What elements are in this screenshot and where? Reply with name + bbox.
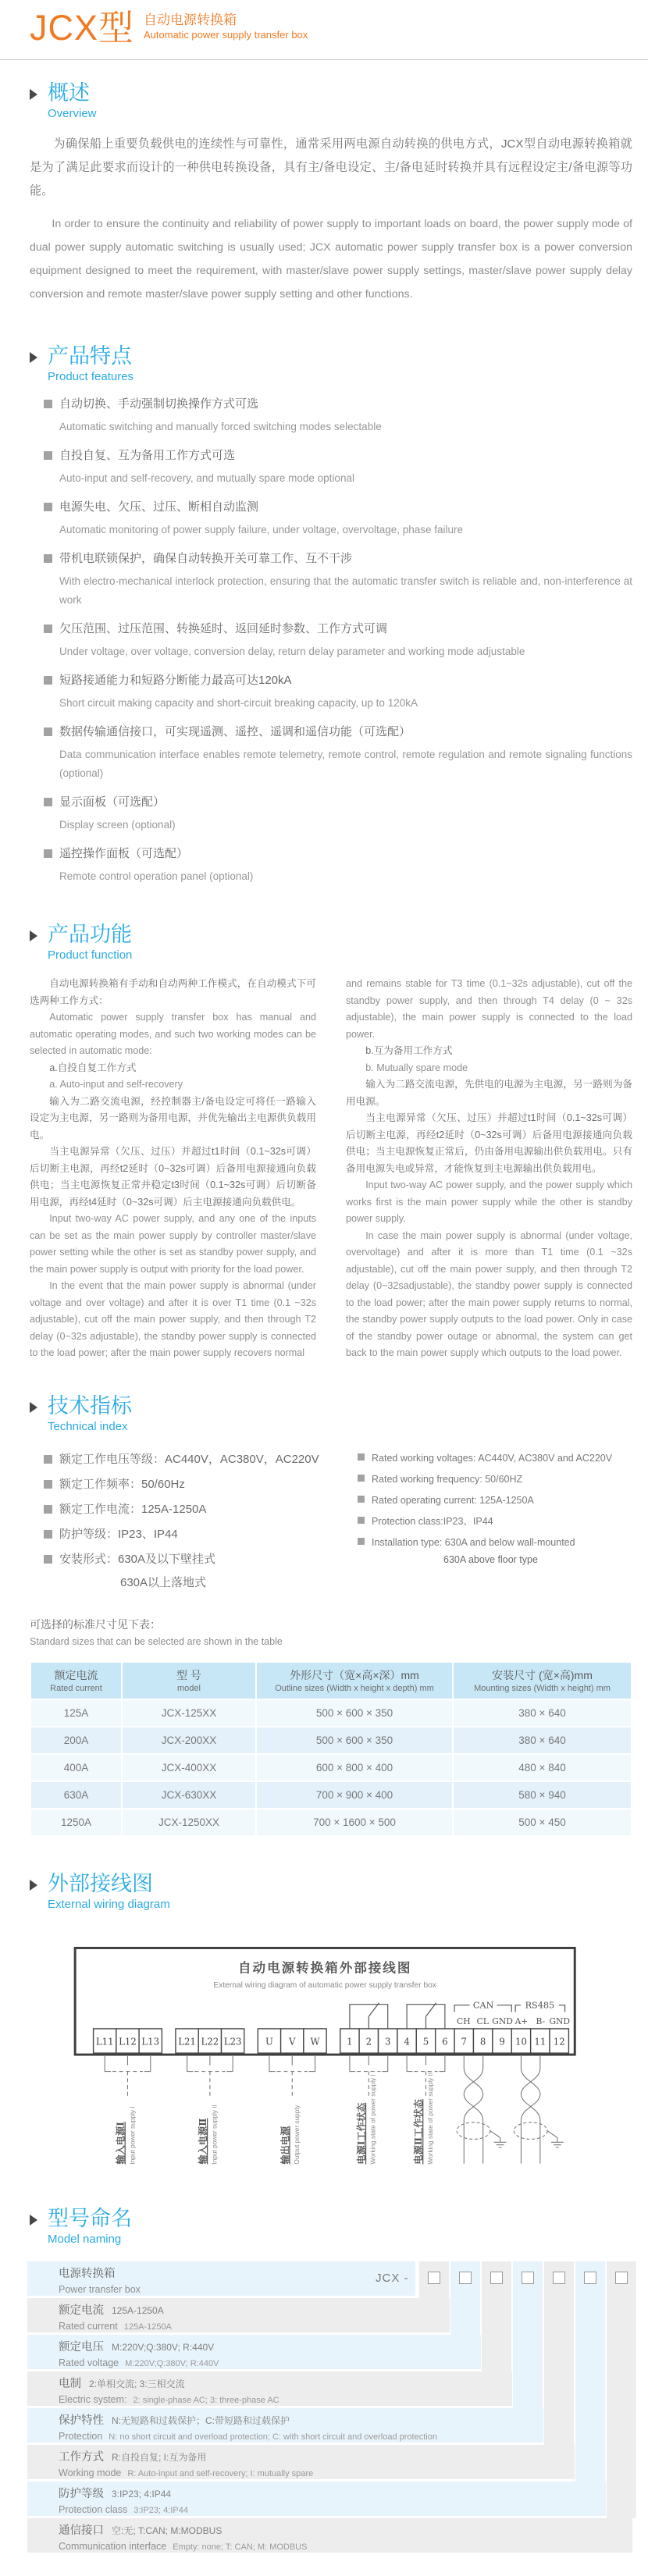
feature-en: Auto-input and self-recovery, and mutually spare mode optional	[59, 472, 354, 484]
tech-item	[44, 1451, 358, 1468]
function-right-column	[346, 976, 632, 1362]
row-desc-cn: 空:无; T:CAN; M:MODBUS	[112, 2524, 223, 2536]
row-label-cn: 电源转换箱	[59, 2267, 116, 2280]
tech-item	[358, 1535, 632, 1550]
cell: 600 × 800 × 400	[257, 1755, 452, 1781]
group-brackets	[105, 2056, 445, 2096]
feature-en: Under voltage, over voltage, conversion delay, return delay parameter and working mode adjustable	[59, 646, 525, 657]
terminal-label: 8	[479, 2035, 486, 2047]
bullet-square-icon	[44, 1505, 52, 1514]
section-arrow-icon	[30, 930, 37, 941]
function-paragraph: Automatic power supply transfer box has manual and automatic operating modes, and such two working modes can be selected in automatic mode:	[30, 1012, 316, 1056]
tech-text: Rated working voltages: AC440V, AC380V and AC220V	[372, 1452, 613, 1464]
row-label-cn: 工作方式	[59, 2450, 104, 2464]
wiring-diagram	[72, 1931, 590, 2183]
row-label-en: Protection	[59, 2430, 103, 2442]
row-desc-en: M:220V;Q:380V; R:440V	[125, 2358, 219, 2368]
feature-item	[44, 845, 632, 863]
feature-item	[44, 672, 632, 689]
product-title-cn: 自动电源转换箱	[144, 12, 237, 27]
section-arrow-icon	[30, 352, 37, 363]
tech-item	[358, 1514, 632, 1528]
heading-cn: 产品特点	[48, 344, 132, 368]
bullet-square-icon	[44, 624, 52, 633]
row-desc-en: 125A-1250A	[123, 2322, 172, 2332]
cell: 200A	[31, 1727, 121, 1753]
heading-en: Product function	[48, 948, 133, 962]
cell: 380 × 640	[454, 1727, 631, 1753]
feature-cn: 数据传输通信接口，可实现遥测、遥控、遥调和遥信功能（可选配）	[59, 725, 411, 738]
cell: 1250A	[31, 1809, 121, 1835]
section-arrow-icon	[30, 2215, 37, 2226]
twisted-pair-can-icon	[457, 2055, 506, 2164]
model-row	[27, 2335, 481, 2369]
model-row	[27, 2298, 450, 2332]
pin-label: GND	[549, 2016, 571, 2026]
model-naming-diagram	[27, 2261, 632, 2555]
heading-en: External wiring diagram	[48, 1897, 170, 1911]
bullet-square-icon	[358, 1496, 365, 1503]
feature-item	[44, 794, 632, 811]
function-paragraph: Input two-way AC power supply, and any one of the inputs can be set as the main power supply by controller master/slave power setting while the other is set as standby power supply, and the main power supply is output with priority for the load power.	[30, 1213, 316, 1275]
bullet-square-icon	[358, 1475, 365, 1482]
cell: JCX-200XX	[123, 1727, 255, 1753]
bullet-square-icon	[44, 1555, 52, 1564]
feature-item	[44, 396, 632, 413]
tech-text: Installation type: 630A and below wall-mounted	[372, 1536, 575, 1548]
tech-item	[44, 1501, 358, 1517]
code-box-icon	[615, 2272, 628, 2284]
section-overview-heading	[30, 80, 632, 122]
terminal-label: 12	[553, 2035, 565, 2047]
feature-en: Display screen (optional)	[59, 819, 176, 831]
tech-item	[358, 1493, 632, 1507]
function-paragraph: 输入为二路交流电源，先供电的电源为主电源，另一路则为备用电源。	[346, 1079, 632, 1107]
function-paragraph: and remains stable for T3 time (0.1~32s adjustable), cut off the standby power supply, and then through T4 delay (0 ~ 32s adjustable), the main power supply is connected to the load power.	[346, 978, 632, 1040]
col-header-outline-sizes	[257, 1663, 452, 1699]
group-label-cn: 电源Ⅱ工作状态	[413, 2098, 425, 2165]
section-technical-heading	[30, 1393, 632, 1435]
overview-paragraph-en: In order to ensure the continuity and reliability of power supply to important loads on board, the power supply mode of dual power supply automatic switching is usually used; JCX automatic power supply transfer box is a power conversion equipment designed to meet the requirement, with master/slave power supply settings, master/slave power supply delay conversion and remote master/slave power supply setting and other functions.	[30, 218, 632, 301]
row-label-en: Rated voltage	[59, 2357, 119, 2368]
model-row	[27, 2371, 512, 2406]
section-features-heading	[30, 343, 632, 385]
group-label-en: Input power supply II	[210, 2104, 219, 2165]
table-row	[31, 1755, 631, 1781]
code-box-icon	[428, 2272, 440, 2284]
header-en: Outline sizes (Width x height x depth) mm	[275, 1683, 434, 1693]
tech-text-continued: 630A above floor type	[443, 1553, 538, 1565]
terminal-label: L12	[119, 2035, 137, 2047]
code-column-stripe	[575, 2261, 605, 2482]
function-paragraph: a. Auto-input and self-recovery	[49, 1079, 183, 1090]
header-divider	[0, 59, 648, 60]
function-paragraph: 当主电源异常（欠压、过压）并超过t1时间（0.1~32s可调）后切断主电源，再经t2延时（0~32s可调）后备用电源接通向负载供电；当主电源恢复正常后，仍由备用电源输出供负载用电。只有备用电源失电或异常，才能恢复到主电源输出供负载用电。	[346, 1112, 632, 1174]
terminal-label: 2	[365, 2035, 372, 2047]
cell: JCX-630XX	[123, 1782, 255, 1808]
code-box-icon	[584, 2272, 596, 2284]
table-row	[31, 1782, 631, 1808]
row-label-en: Communication interface	[59, 2540, 167, 2552]
feature-cn: 自动切换、手动强制切换操作方式可选	[59, 397, 259, 411]
heading-en: Model naming	[48, 2232, 122, 2246]
tech-text: 安装形式：630A及以下壁挂式	[59, 1552, 216, 1566]
model-row	[27, 2408, 543, 2443]
tech-text: Rated operating current: 125A-1250A	[372, 1494, 534, 1506]
pin-label: A+	[514, 2016, 529, 2026]
function-paragraph: b.互为备用工作方式	[365, 1045, 453, 1056]
cell: 700 × 900 × 400	[257, 1782, 452, 1808]
function-paragraph: In the event that the main power supply is abnormal (under voltage and over voltage) and after it is over T1 time (0.1 ~32s adjustable), cut off the main power supply, and then through T2 delay (0~32s adjustable), the standby power supply is connected to the load power; after the main power supply recovers normal	[30, 1280, 316, 1358]
tech-text: 额定工作频率：50/60Hz	[59, 1477, 185, 1491]
heading-cn: 外部接线图	[48, 1871, 153, 1895]
terminal-label: L23	[223, 2035, 242, 2047]
row-label-en: Working mode	[59, 2467, 122, 2478]
feature-item	[44, 621, 632, 638]
wiring-title-en: External wiring diagram of automatic power supply transfer box	[213, 1980, 436, 1990]
cell: JCX-125XX	[123, 1700, 255, 1726]
group-labels	[115, 2072, 434, 2165]
code-box-icon	[490, 2272, 503, 2284]
terminal-label: L11	[95, 2035, 114, 2047]
header-cn: 外形尺寸（宽×高×深）mm	[290, 1668, 419, 1681]
twisted-pair-rs485-icon	[514, 2055, 563, 2164]
tech-text: 额定工作电压等级：AC440V，AC380V，AC220V	[59, 1452, 319, 1466]
code-column-stripe	[544, 2261, 574, 2445]
features-list	[30, 396, 632, 886]
group-label-en: Working state of power supply II	[425, 2072, 434, 2165]
tech-item	[358, 1472, 632, 1486]
header-cn: 安装尺寸 (宽×高)mm	[492, 1668, 593, 1681]
header-en: model	[177, 1683, 201, 1693]
terminal-label: 11	[534, 2035, 547, 2047]
cell: 700 × 1600 × 500	[257, 1809, 452, 1835]
col-header-rated-current	[31, 1663, 121, 1699]
section-function-heading	[30, 922, 632, 963]
feature-cn: 自投自复、互为备用工作方式可选	[59, 449, 236, 462]
bullet-square-icon	[44, 849, 52, 858]
bullet-square-icon	[44, 728, 52, 736]
bullet-square-icon	[44, 400, 52, 408]
group-label-en: Output power supply	[293, 2105, 301, 2165]
bullet-square-icon	[358, 1453, 365, 1461]
table-row	[31, 1727, 631, 1753]
terminal-label: 4	[404, 2035, 410, 2047]
function-paragraph: Input two-way AC power supply, and the power supply which works first is the main power supply while the other is standby power supply.	[346, 1179, 632, 1224]
row-label-en: Electric system:	[59, 2393, 127, 2405]
code-box-icon	[522, 2272, 534, 2284]
cell: JCX-400XX	[123, 1755, 255, 1781]
pin-label: B-	[536, 2016, 546, 2026]
row-label-cn: 通信接口	[59, 2524, 104, 2537]
bullet-square-icon	[358, 1517, 365, 1524]
header-en: Rated current	[50, 1683, 102, 1693]
cell: 500 × 600 × 350	[257, 1700, 452, 1726]
function-paragraph: b. Mutually spare mode	[365, 1062, 468, 1073]
row-desc-en: Empty: none; T: CAN; M: MODBUS	[173, 2542, 308, 2552]
model-prefix: JCX -	[376, 2271, 409, 2285]
terminal-label: V	[289, 2035, 296, 2047]
tech-text: Rated working frequency: 50/60HZ	[372, 1473, 523, 1485]
code-box-icon	[553, 2272, 565, 2284]
feature-cn: 短路接通能力和短路分断能力最高可达120kA	[59, 674, 292, 687]
row-desc-en: 3:IP23; 4:IP44	[134, 2505, 188, 2515]
wiring-title-cn: 自动电源转换箱外部接线图	[238, 1959, 412, 1976]
cell: 500 × 600 × 350	[257, 1727, 452, 1753]
heading-cn: 概述	[48, 81, 90, 105]
function-paragraph: a.自投自复工作方式	[49, 1062, 137, 1073]
feature-cn: 遥控操作面板（可选配）	[59, 847, 189, 860]
model-row	[27, 2261, 415, 2296]
bullet-square-icon	[44, 1455, 52, 1464]
feature-cn: 带机电联锁保护，确保自动转换开关可靠工作、互不干涉	[59, 552, 353, 565]
model-row	[27, 2482, 606, 2516]
row-desc-cn: N:无短路和过载保护；C:带短路和过载保护	[112, 2414, 290, 2426]
feature-en: Automatic monitoring of power supply failure, under voltage, overvoltage, phase failure	[59, 524, 464, 535]
heading-en: Technical index	[48, 1419, 128, 1433]
group-label-cn: 输入电源Ⅰ	[115, 2121, 126, 2165]
feature-cn: 欠压范围、过压范围、转换延时、返回延时参数、工作方式可调	[59, 622, 388, 635]
section-arrow-icon	[30, 1402, 37, 1413]
row-label-cn: 保护特性	[59, 2414, 104, 2427]
heading-cn: 产品功能	[48, 923, 132, 946]
header-cn: 额定电流	[54, 1668, 98, 1681]
cell: 400A	[31, 1755, 121, 1781]
header-en: Mounting sizes (Width x height) mm	[474, 1683, 611, 1693]
cell: JCX-1250XX	[123, 1809, 255, 1835]
row-desc-cn: 3:IP23; 4:IP44	[112, 2488, 172, 2500]
terminal-label: W	[310, 2035, 320, 2047]
table-row	[31, 1700, 631, 1726]
cell: 500 × 450	[454, 1809, 631, 1835]
terminal-label: 5	[422, 2035, 429, 2047]
pin-label: CH	[457, 2016, 471, 2026]
header-cn: 型 号	[176, 1668, 201, 1681]
overview-paragraph-cn: 为确保船上重要负载供电的连续性与可靠性，通常采用两电源自动转换的供电方式，JCX型自动电源转换箱就是为了满足此要求而设计的一种供电转换设备，具有主/备电设定、主/备电延时转换并具有远程设定主/备电源等功能。	[30, 137, 632, 197]
rs485-bus-label: RS485	[525, 2000, 555, 2011]
tech-text: 防护等级：IP23、IP44	[59, 1527, 178, 1541]
terminal-label: 3	[384, 2035, 391, 2047]
heading-cn: 型号命名	[48, 2206, 132, 2230]
function-columns	[30, 976, 632, 1362]
group-label-cn: 输入电源Ⅱ	[197, 2118, 208, 2165]
feature-item	[44, 724, 632, 741]
tech-item	[358, 1451, 632, 1465]
product-title-en: Automatic power supply transfer box	[144, 29, 308, 41]
pin-label: GND	[492, 2016, 513, 2026]
feature-en: Data communication interface enables remote telemetry, remote control, remote regulation and remote signaling functions (optional)	[59, 749, 632, 779]
feature-cn: 电源失电、欠压、过压、断相自动监测	[59, 500, 259, 514]
function-paragraph: 当主电源异常（欠压、过压）并超过t1时间（0.1~32s可调）后切断主电源，再经t2延时（0~32s可调）后备用电源接通向负载供电；当主电源恢复正常并稳定t3时间（0.1~32s可调）后切断备用电源，再经t4延时（0~32s可调）后主电源接通向负载供电。	[30, 1146, 316, 1208]
row-desc-cn: 2:单相交流; 3:三相交流	[89, 2378, 185, 2389]
feature-item	[44, 447, 632, 464]
terminal-label: L21	[178, 2035, 196, 2047]
table-header-row	[31, 1663, 631, 1699]
bullet-square-icon	[44, 451, 52, 460]
row-label-cn: 额定电流	[59, 2304, 104, 2317]
terminal-label: L22	[201, 2035, 219, 2047]
section-wiring-heading	[30, 1871, 632, 1912]
terminal-label: 10	[515, 2035, 527, 2047]
technical-cn-list	[30, 1443, 358, 1590]
cell: 380 × 640	[454, 1700, 631, 1726]
col-header-model	[123, 1663, 255, 1699]
row-label-cn: 电制	[59, 2377, 81, 2390]
cell: 630A	[31, 1782, 121, 1808]
tech-text-continued: 630A以上落地式	[120, 1575, 207, 1589]
table-note-cn: 可选择的标准尺寸见下表：	[30, 1617, 161, 1631]
section-model-naming-heading	[30, 2206, 632, 2247]
bullet-square-icon	[44, 1480, 52, 1489]
row-label-en: Rated current	[59, 2320, 118, 2332]
cell: 580 × 940	[454, 1782, 631, 1808]
bullet-square-icon	[358, 1538, 365, 1545]
standard-sizes-table	[30, 1661, 632, 1837]
product-subtitle	[144, 9, 308, 41]
terminal-label: 1	[347, 2035, 353, 2047]
row-desc-en: 2: single-phase AC; 3: three-phase AC	[133, 2395, 279, 2405]
tech-text: 额定工作电流：125A-1250A	[59, 1502, 207, 1516]
group-label-en: Input power supply I	[128, 2105, 137, 2165]
feature-en: Short circuit making capacity and short-circuit breaking capacity, up to 120kA	[59, 697, 418, 709]
row-label-cn: 额定电压	[59, 2340, 104, 2354]
function-paragraph: In case the main power supply is abnormal (under voltage, overvoltage) and after it is more than T1 time (0.1 ~32s adjustable), cut off the main power supply, and then through T2 delay (0~32sadjustable), the standby power supply is connected to the load power; after the main power supply returns to normal, the standby power supply outputs to the load power. Only in case of the standby power outage or abnormal, the system can get back to the main power supply which outputs to the load power.	[346, 1229, 632, 1358]
group-label-en: Working state of power supply I	[369, 2073, 377, 2165]
terminal-label: L13	[141, 2035, 160, 2047]
code-column-stripe	[607, 2261, 636, 2518]
product-header	[30, 9, 632, 47]
row-desc-cn: M:220V;Q:380V; R:440V	[112, 2341, 215, 2353]
code-box-icon	[459, 2272, 472, 2284]
feature-en: Automatic switching and manually forced switching modes selectable	[59, 421, 382, 432]
bullet-square-icon	[44, 554, 52, 563]
model-row	[27, 2518, 632, 2553]
tech-text: Protection class:IP23、IP44	[372, 1515, 493, 1527]
table-row	[31, 1809, 631, 1835]
feature-item	[44, 499, 632, 516]
row-label-en: Power transfer box	[59, 2283, 141, 2295]
terminal-label: 9	[499, 2035, 505, 2047]
bullet-square-icon	[44, 798, 52, 806]
feature-item	[44, 550, 632, 568]
bullet-square-icon	[44, 676, 52, 685]
heading-cn: 技术指标	[48, 1393, 132, 1418]
heading-en: Product features	[48, 370, 134, 383]
function-paragraph: 输入为二路交流电源，经控制器主/备电设定可将任一路输入设定为主电源，另一路则为备用电源，并优先输出主电源供负载用电。	[30, 1095, 316, 1140]
can-bus-label: CAN	[472, 2000, 494, 2011]
row-desc-en: R: Auto-input and self-recovery; I: mutually spare	[127, 2468, 314, 2478]
section-arrow-icon	[30, 1880, 37, 1891]
bullet-square-icon	[44, 1530, 52, 1539]
heading-en: Overview	[48, 107, 97, 120]
table-note-en: Standard sizes that can be selected are shown in the table	[30, 1635, 283, 1647]
tech-item	[44, 1476, 358, 1493]
row-desc-cn: R:自投自复; I:互为备用	[112, 2451, 207, 2463]
tech-item	[44, 1526, 358, 1542]
group-label-cn: 输出电源	[279, 2126, 291, 2165]
row-desc-en: N: no short circuit and overload protection; C: with short circuit and overload protection	[109, 2432, 437, 2442]
product-model-title: JCX型	[30, 8, 135, 48]
technical-en-list	[358, 1443, 632, 1590]
group-label-cn: 电源Ⅰ工作状态	[355, 2102, 367, 2165]
bullet-square-icon	[44, 503, 52, 511]
terminal-label: 7	[461, 2035, 467, 2047]
function-paragraph: 自动电源转换箱有手动和自动两种工作模式，在自动模式下可选两种工作方式：	[30, 978, 316, 1006]
row-label-en: Protection class	[59, 2503, 128, 2515]
pin-label: CL	[476, 2016, 489, 2026]
row-label-cn: 防护等级	[59, 2487, 104, 2500]
terminal-label: U	[265, 2035, 273, 2047]
cell: 480 × 840	[454, 1755, 631, 1781]
feature-en: Remote control operation panel (optional)	[59, 870, 254, 882]
technical-columns	[30, 1443, 632, 1590]
feature-cn: 显示面板（可选配）	[59, 795, 166, 809]
terminal-label: 6	[442, 2035, 448, 2047]
feature-en: With electro-mechanical interlock protection, ensuring that the automatic transfer switch is reliable and, non-interference at work	[59, 575, 632, 606]
col-header-mounting-sizes	[454, 1663, 631, 1699]
tech-item	[44, 1551, 358, 1567]
function-left-column	[30, 976, 316, 1362]
cell: 125A	[31, 1700, 121, 1726]
section-arrow-icon	[30, 89, 37, 100]
model-row	[27, 2445, 575, 2479]
row-desc-cn: 125A-1250A	[112, 2304, 164, 2316]
